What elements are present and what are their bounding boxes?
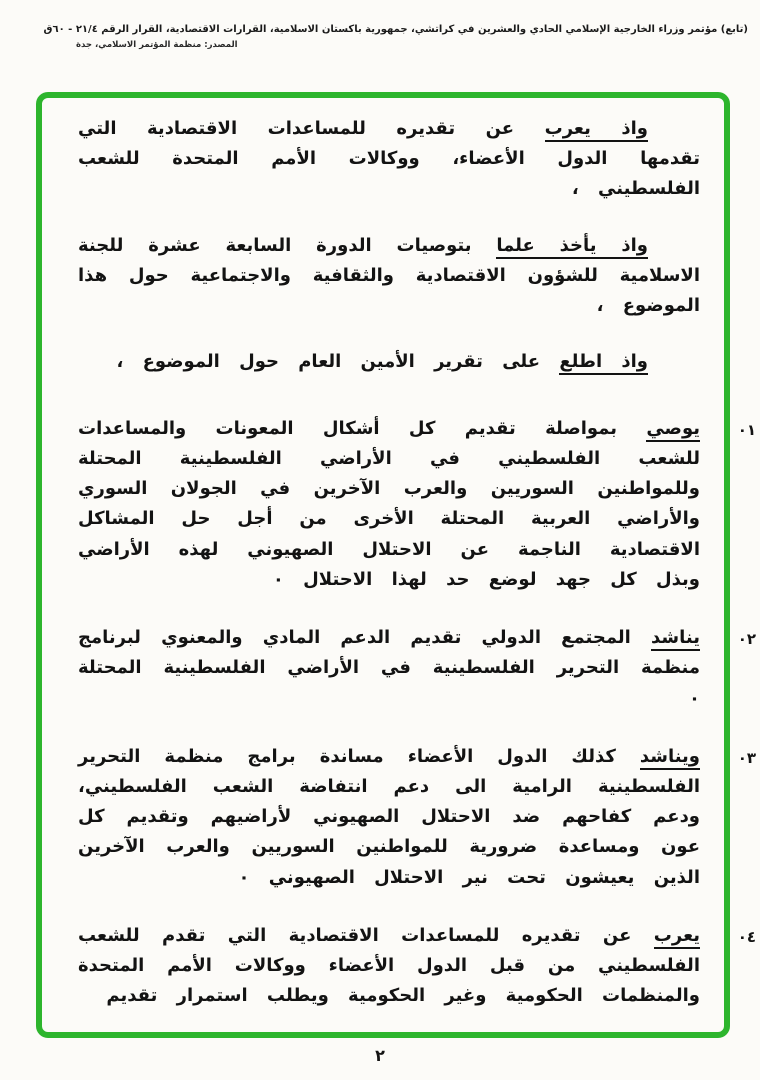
item-number: ٠٢ <box>737 630 756 649</box>
highlight-box <box>36 92 756 1038</box>
preamble-paragraph <box>78 347 700 377</box>
paragraph-text: على تقرير الأمين العام حول الموضوع ، <box>116 351 541 373</box>
item-paragraph <box>78 414 700 595</box>
paragraph-text: عن تقديره للمساعدات الاقتصادية التي تقدمها الدول الأعضاء، ووكالات الأمم المتحدة للشعب الفلسطيني ، <box>78 118 700 200</box>
item-number: ٠٤ <box>737 927 756 946</box>
item-paragraph <box>78 623 700 714</box>
item-number: ٠١ <box>737 420 756 439</box>
paragraph-lead: واذ يعرب <box>545 118 648 142</box>
paragraph-lead: واذ اطلع <box>559 351 648 375</box>
item-text: بمواصلة تقديم كل أشكال المعونات والمساعدات للشعب الفلسطيني في الأراضي الفلسطينية المحتلة وللمواطنين السوريين والعرب الآخرين في الجولان السوري والأراضي العربية المحتلة الأخرى من أجل حل المشاكل الاقتصادية الناجمة عن الاحتلال الصهيوني لهذه الأراضي وبذل كل جهد لوضع حد لهذا الاحتلال ٠ <box>78 417 700 590</box>
item-lead: يعرب <box>654 925 700 949</box>
item-lead: ويناشد <box>640 746 700 770</box>
page-number: ٢ <box>375 1046 385 1065</box>
item-text: المجتمع الدولي تقديم الدعم المادي والمعنوي لبرنامج منظمة التحرير الفلسطينية في الأراضي الفلسطينية المحتلة ٠ <box>78 627 700 709</box>
item-paragraph <box>78 742 700 893</box>
paragraph-text: بتوصيات الدورة السابعة عشرة للجنة الاسلامية للشؤون الاقتصادية والثقافية والاجتماعية حول هذا الموضوع ، <box>78 234 700 317</box>
preamble-paragraph <box>78 231 700 322</box>
item-text: كذلك الدول الأعضاء مساندة برامج منظمة التحرير الفلسطينية الرامية الى دعم انتفاضة الشعب الفلسطيني، ودعم كفاحهم ضد الاحتلال الصهيوني لأراضيهم وتقديم كل عون ومساعدة ضرورية للمواطنين السوريين والعرب الآخرين الذين يعيشون تحت نير الاحتلال الصهيوني ٠ <box>78 745 700 888</box>
item-lead: يناشد <box>651 627 700 651</box>
document-header <box>0 0 760 50</box>
resolution-item <box>78 623 756 714</box>
item-number: ٠٣ <box>737 748 756 767</box>
preamble-paragraph <box>78 114 700 205</box>
item-lead: يوصي <box>646 418 700 442</box>
resolution-item <box>78 414 756 595</box>
item-text: عن تقديره للمساعدات الاقتصادية التي تقدم للشعب الفلسطيني من قبل الدول الأعضاء ووكالات الأمم المتحدة والمنظمات الحكومية وغير الحكومية ويطلب استمرار تقديم <box>78 924 700 1007</box>
header-source: المصدر: منظمة المؤتمر الاسلامي، جدة <box>76 40 238 50</box>
document-body <box>78 114 756 1012</box>
resolution-item <box>78 742 756 893</box>
resolution-item <box>78 921 756 1012</box>
item-paragraph <box>78 921 700 1012</box>
header-citation: (تابع) مؤتمر وزراء الخارجية الإسلامي الحادي والعشرين في كراتشي، جمهورية باكستان الاسلامية، القرارات الاقتصادية، القرار الرقم ٢١/٤ - ٦٠ق <box>43 24 748 35</box>
paragraph-lead: واذ يأخذ علما <box>496 235 648 259</box>
